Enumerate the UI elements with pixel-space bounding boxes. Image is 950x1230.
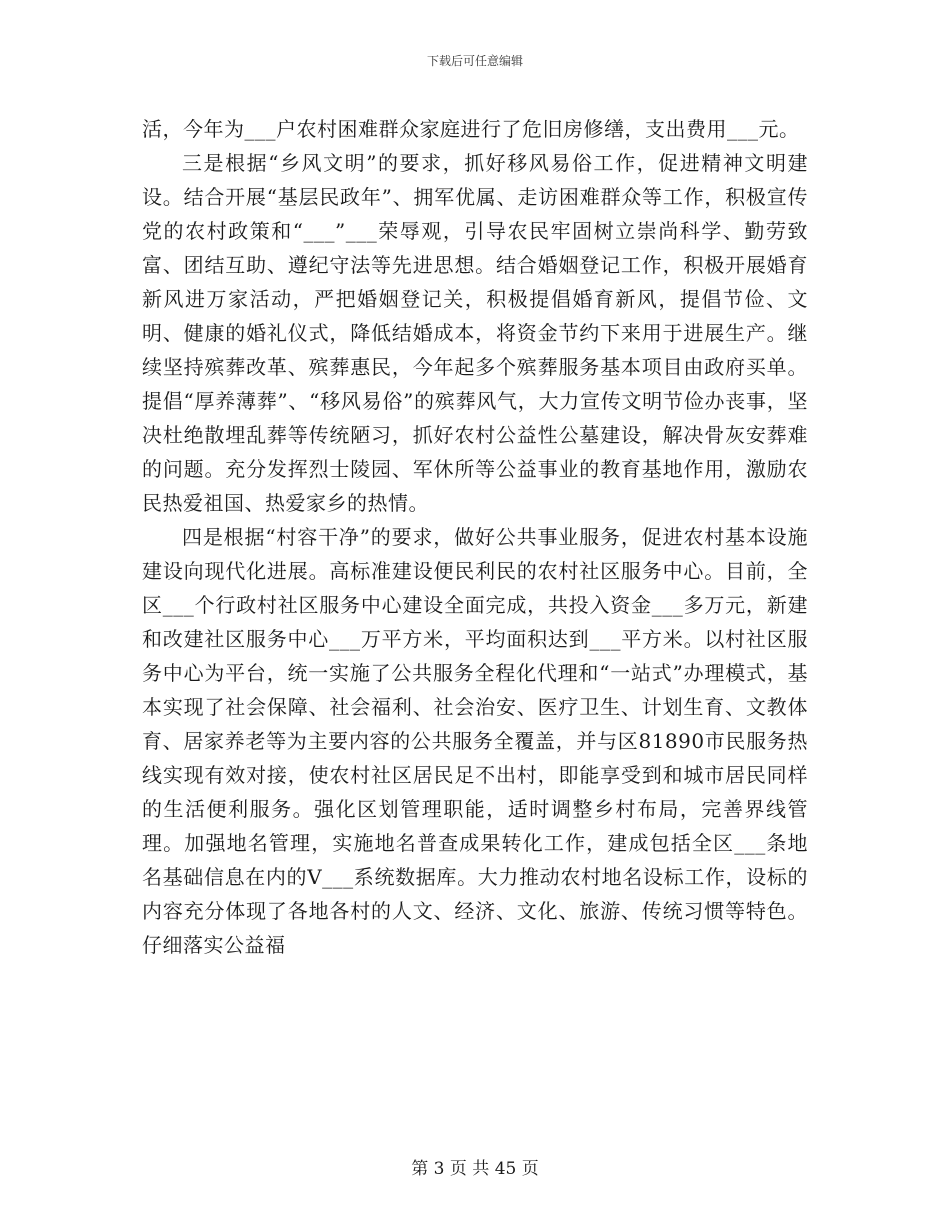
paragraph-rural-civilization: 三是根据“乡风文明”的要求，抓好移风易俗工作，促进精神文明建设。结合开展“基层民政年”、拥军优属、走访困难群众等工作，积极宣传党的农村政策和“___”___荣辱观，引导农民牢固树立崇尚科学、勤劳致富、团结互助、遵纪守法等先进思想。结合婚姻登记工作，积极开展婚育新风进万家活动，严把婚姻登记关，积极提倡婚育新风，提倡节俭、文明、健康的婚礼仪式，降低结婚成本，将资金节约下来用于进展生产。继续坚持殡葬改革、殡葬惠民，今年起多个殡葬服务基本项目由政府买单。提倡“厚养薄葬”、“移风易俗”的殡葬风气，大力宣传文明节俭办丧事，坚决杜绝散埋乱葬等传统陋习，抓好农村公益性公墓建设，解决骨灰安葬难的问题。充分发挥烈士陵园、军休所等公益事业的教育基地作用，激励农民热爱祖国、热爱家乡的热情。 bbox=[142, 151, 808, 515]
paragraph-village-services: 四是根据“村容干净”的要求，做好公共事业服务，促进农村基本设施建设向现代化进展。高标准建设便民利民的农村社区服务中心。目前，全区___个行政村社区服务中心建设全面完成，共投入资金___多万元，新建和改建社区服务中心___万平方米，平均面积达到___平方米。以村社区服务中心为平台，统一实施了公共服务全程化代理和“一站式”办理模式，基本实现了社会保障、社会福利、社会治安、医疗卫生、计划生育、文教体育、居家养老等为主要内容的公共服务全覆盖，并与区81890市民服务热线实现有效对接，使农村社区居民足不出村，即能享受到和城市居民同样的生活便利服务。强化区划管理职能，适时调整乡村布局，完善界线管理。加强地名管理，实施地名普查成果转化工作，建成包括全区___条地名基础信息在内的V___系统数据库。大力推动农村地名设标工作，设标的内容充分体现了各地各村的人文、经济、文化、旅游、传统习惯等特色。仔细落实公益福 bbox=[142, 525, 808, 957]
document-body bbox=[142, 112, 808, 962]
page-number: 第 3 页 共 45 页 bbox=[411, 1159, 539, 1179]
paragraph-continuation: 活，今年为___户农村困难群众家庭进行了危旧房修缮，支出费用___元。 bbox=[142, 117, 800, 141]
page-header-note: 下载后可任意编辑 bbox=[426, 54, 523, 68]
